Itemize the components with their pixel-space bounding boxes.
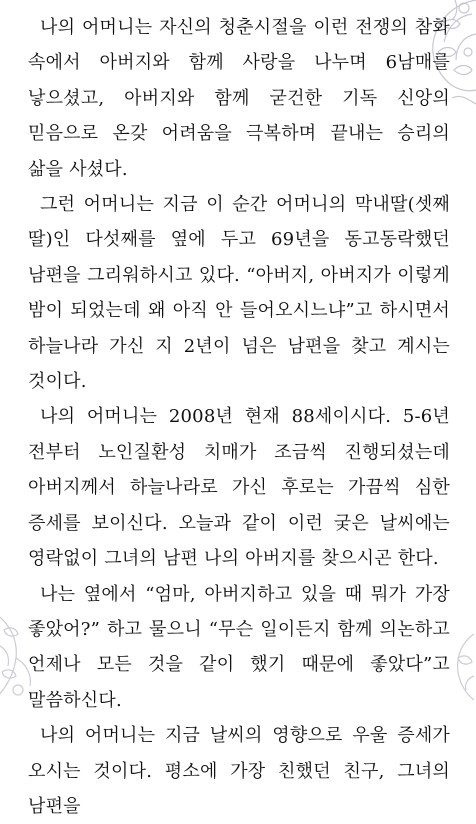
body-text (28, 10, 450, 824)
paragraph: 나는 옆에서 “엄마, 아버지하고 있을 때 뭐가 가장 좋았어?” 하고 물으니 “무슨 일이든지 함께 의논하고 언제나 모든 것을 같이 했기 때문에 좋았다”고 말씀하신다. (28, 583, 450, 711)
paragraph: 나의 어머니는 2008년 현재 88세이시다. 5-6년 전부터 노인질환성 치매가 조금씩 진행되셨는데 아버지께서 하늘나라로 가신 후로는 가끔씩 심한 증세를 보이신다. 오늘과 같이 이런 궂은 날씨에는 영락없이 그녀의 남편 나의 아버지를 찾으시곤 한다. (28, 406, 450, 570)
paragraph: 나의 어머니는 자신의 청춘시절을 이런 전쟁의 참화 속에서 아버지와 함께 사랑을 나누며 6남매를 낳으셨고, 아버지와 함께 굳건한 기독 신앙의 믿음으로 온갖 어려움을 극복하며 끝내는 승리의 삶을 사셨다. (28, 17, 450, 180)
paragraph: 그런 어머니는 지금 이 순간 어머니의 막내딸(셋째 딸)인 다섯째를 옆에 두고 69년을 동고동락했던 남편을 그리워하시고 있다. “아버지, 아버지가 이렇게 밤이 되었는데 왜 아직 안 들어오시느냐”고 하시면서 하늘나라 가신 지 2년이 넘은 남편을 찾고 계시는 것이다. (28, 194, 450, 393)
paragraph: 나의 어머니는 지금 날씨의 영향으로 우울 증세가 오시는 것이다. 평소에 가장 친했던 친구, 그녀의 남편을 (28, 725, 450, 817)
